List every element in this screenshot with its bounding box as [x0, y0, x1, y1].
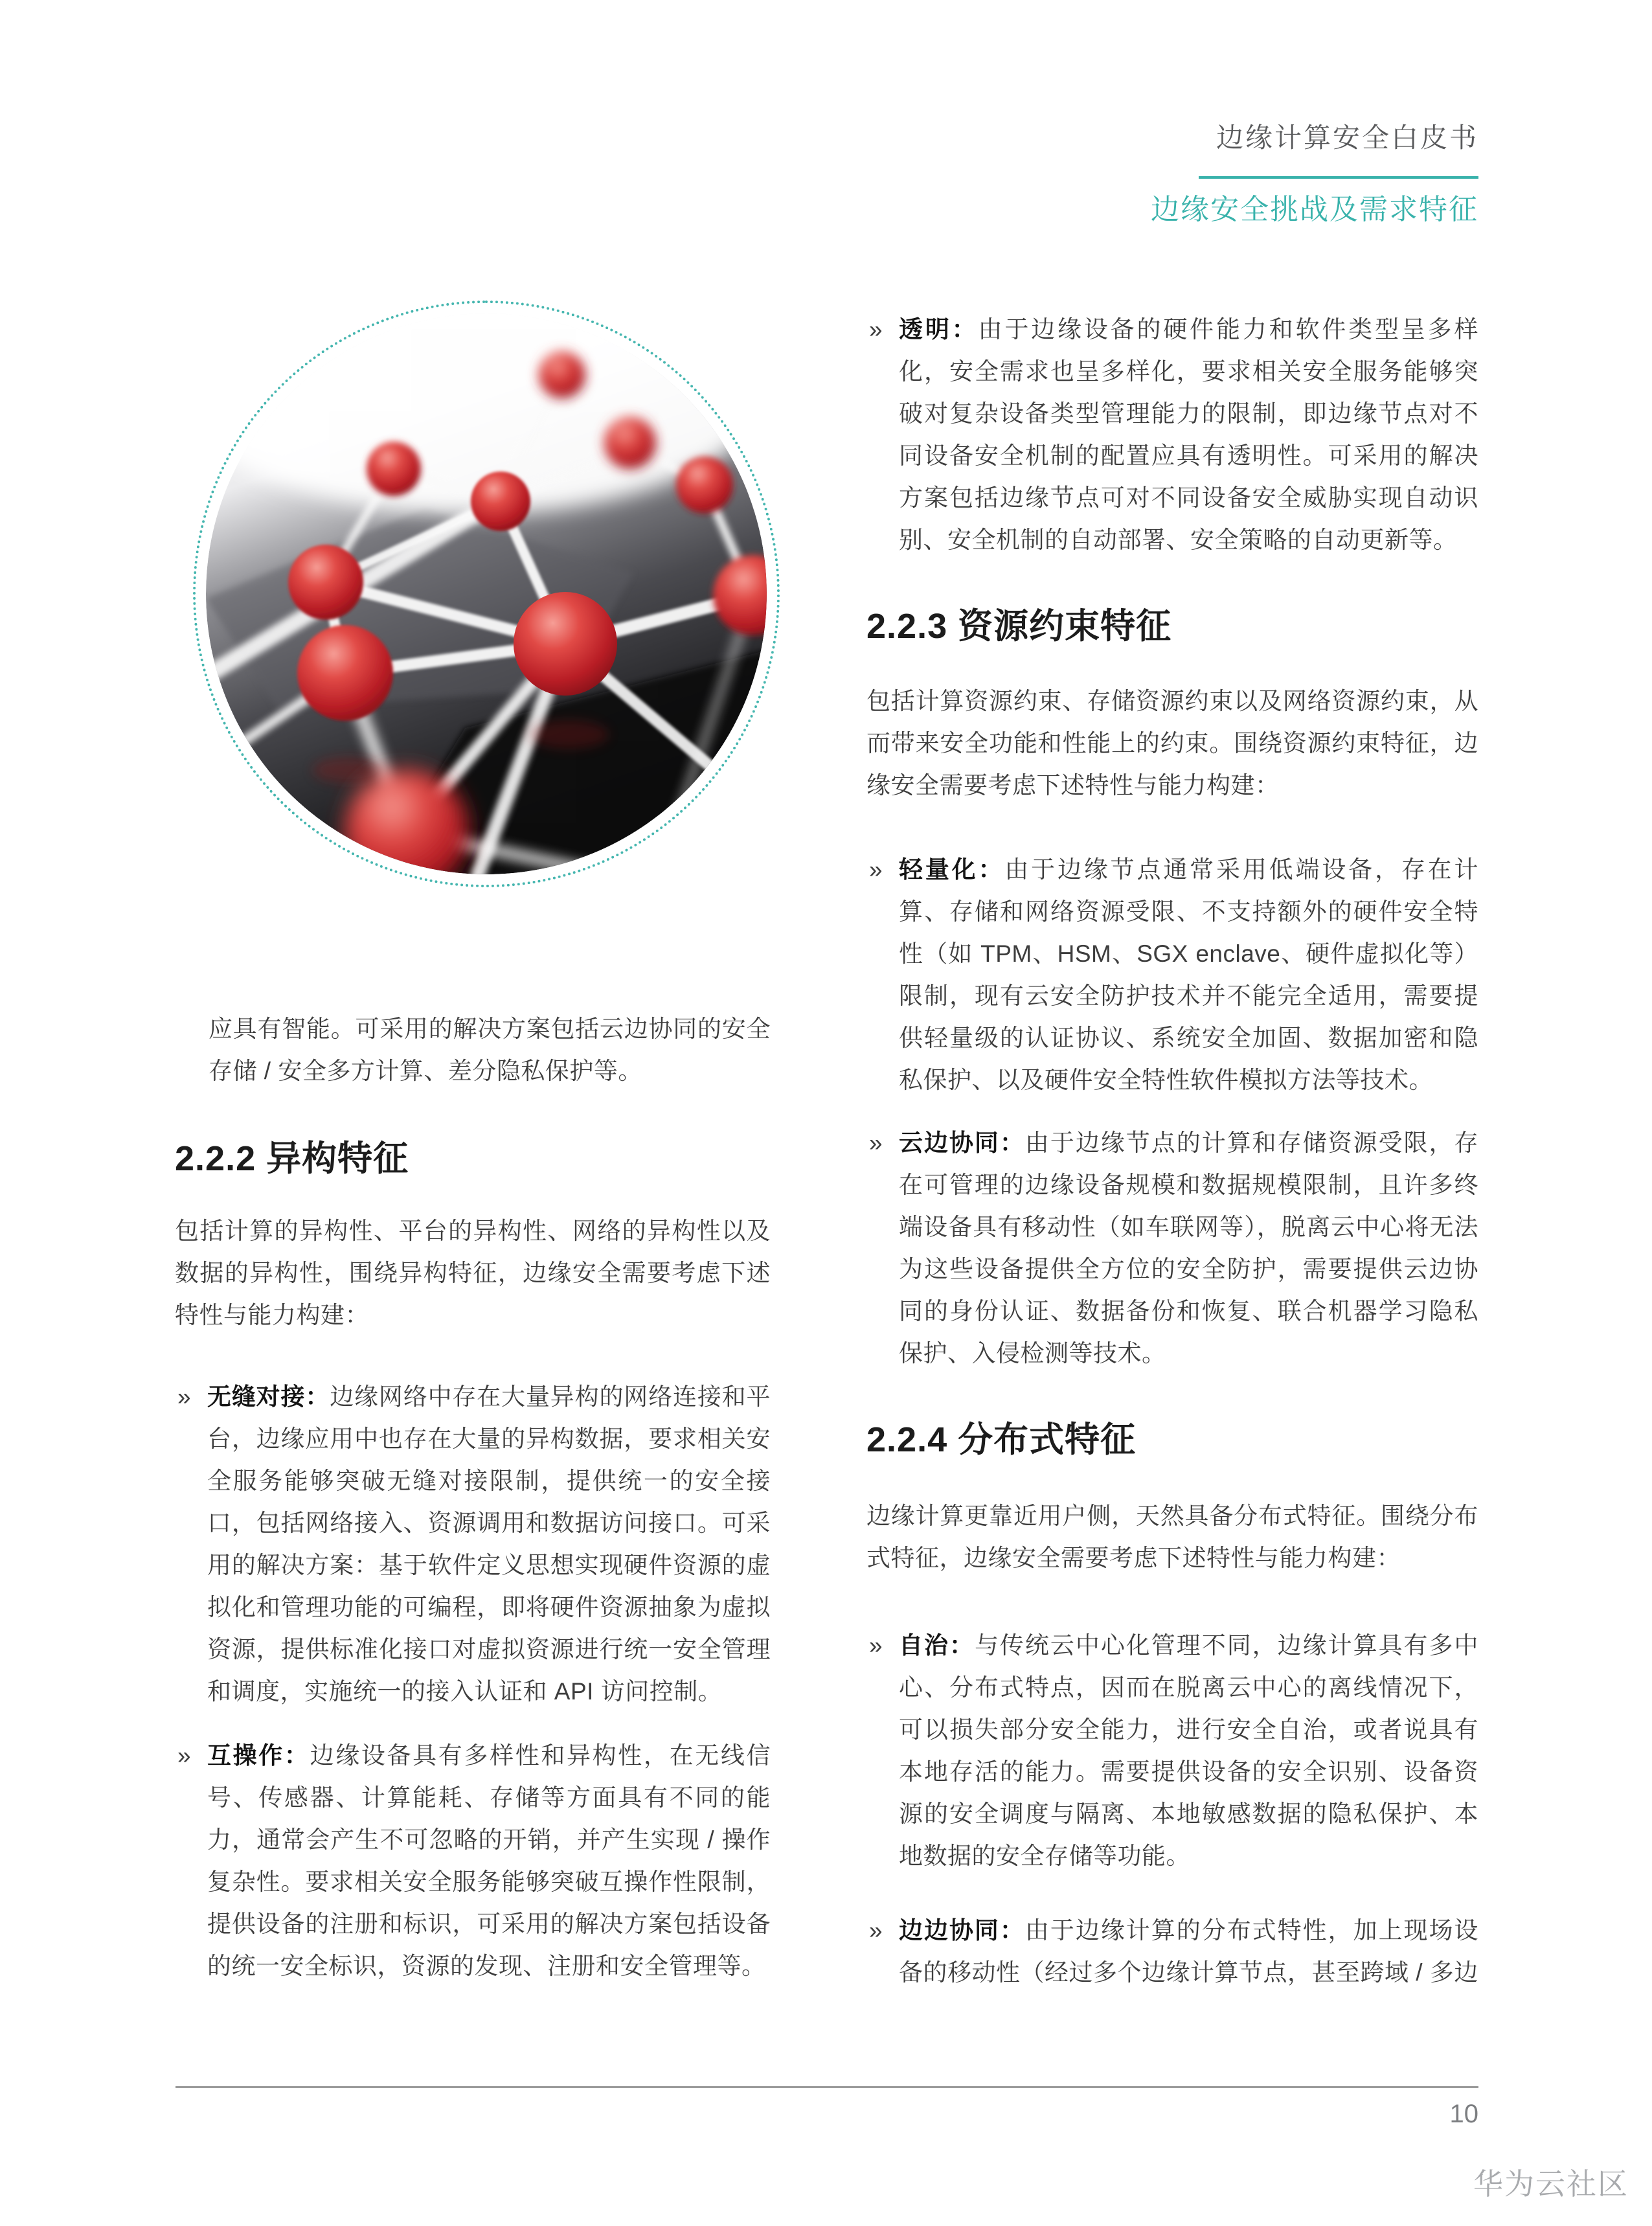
paragraph: 包括计算的异构性、平台的异构性、网络的异构性以及数据的异构性，围绕异构特征，边缘安全需要考虑下述特性与能力构建： [175, 1218, 771, 1328]
page-number: 10 [1449, 2100, 1478, 2128]
header-divider [1199, 176, 1478, 179]
left-continuation-paragraph [175, 1008, 771, 1092]
bullet-marker-icon: » [869, 316, 883, 343]
bullet-text: 边边协同：由于边缘计算的分布式特性，加上现场设备的移动性（经过多个边缘计算节点，甚至跨域 / 多边 [899, 1917, 1479, 1986]
bullet-label: 互操作： [207, 1742, 310, 1769]
section-2-2-2-intro [175, 1210, 771, 1336]
paragraph: 边缘计算更靠近用户侧，天然具备分布式特征。围绕分布式特征，边缘安全需要考虑下述特性与能力构建： [866, 1503, 1478, 1571]
bullet-marker-icon: » [177, 1742, 191, 1769]
section-heading-2-2-4: 2.2.4 分布式特征 [866, 1420, 1137, 1459]
bullet-text: 轻量化：由于边缘节点通常采用低端设备，存在计算、存储和网络资源受限、不支持额外的硬件安全特性（如 TPM、HSM、SGX enclave、硬件虚拟化等）限制，现有云安全防护技术并不能完全适用，需要提供轻量级的认证协议、系统安全加固、数据加密和隐私保护、以及硬件安全特性软件模拟方法等技术。 [899, 856, 1479, 1093]
footer-divider [175, 2086, 1478, 2088]
bullet-marker-icon: » [869, 856, 883, 883]
bullet-interoperability [175, 1734, 771, 1987]
bullet-marker-icon: » [177, 1383, 191, 1410]
bullet-text: 自治：与传统云中心化管理不同，边缘计算具有多中心、分布式特点，因而在脱离云中心的离线情况下，可以损失部分安全能力，进行安全自治，或者说具有本地存活的能力。需要提供设备的安全识别、设备资源的安全调度与隔离、本地敏感数据的隐私保护、本地数据的安全存储等功能。 [899, 1632, 1479, 1869]
bullet-marker-icon: » [869, 1130, 883, 1156]
section-heading-2-2-3: 2.2.3 资源约束特征 [866, 607, 1172, 646]
page-header [1151, 122, 1478, 227]
bullet-seamless-integration [175, 1376, 771, 1712]
section-heading-2-2-2: 2.2.2 异构特征 [175, 1139, 409, 1178]
bullet-label: 云边协同： [899, 1130, 1025, 1156]
bullet-label: 无缝对接： [207, 1383, 330, 1410]
red-network-spheres-photo [206, 313, 767, 874]
bullet-lightweight [866, 848, 1478, 1101]
bullet-marker-icon: » [869, 1632, 883, 1659]
bullet-label: 边边协同： [899, 1917, 1025, 1944]
bullet-autonomy [866, 1624, 1478, 1877]
paragraph: 应具有智能。可采用的解决方案包括云边协同的安全存储 / 安全多方计算、差分隐私保护等。 [209, 1016, 771, 1084]
section-2-2-3-intro [866, 680, 1478, 806]
photo-dotted-ring [193, 301, 780, 887]
bullet-text: 云边协同：由于边缘节点的计算和存储资源受限，存在可管理的边缘设备规模和数据规模限制，且许多终端设备具有移动性（如车联网等），脱离云中心将无法为这些设备提供全方位的安全防护，需要提供云边协同的身份认证、数据备份和恢复、联合机器学习隐私保护、入侵检测等技术。 [899, 1130, 1479, 1367]
bullet-label: 轻量化： [899, 856, 1005, 883]
document-title: 边缘计算安全白皮书 [1216, 122, 1478, 153]
section-2-2-4-intro [866, 1495, 1478, 1579]
bullet-marker-icon: » [869, 1917, 883, 1944]
paragraph: 包括计算资源约束、存储资源约束以及网络资源约束，从而带来安全功能和性能上的约束。围绕资源约束特征，边缘安全需要考虑下述特性与能力构建： [866, 688, 1478, 799]
bullet-text: 无缝对接：边缘网络中存在大量异构的网络连接和平台，边缘应用中也存在大量的异构数据，要求相关安全服务能够突破无缝对接限制，提供统一的安全接口，包括网络接入、资源调用和数据访问接口。可采用的解决方案：基于软件定义思想实现硬件资源的虚拟化和管理功能的可编程，即将硬件资源抽象为虚拟资源，提供标准化接口对虚拟资源进行统一安全管理和调度，实施统一的接入认证和 API 访问控制。 [207, 1383, 771, 1705]
bullet-transparency [866, 308, 1478, 561]
bullet-cloud-edge-collaboration [866, 1122, 1478, 1374]
chapter-subtitle: 边缘安全挑战及需求特征 [1151, 194, 1478, 226]
watermark: 华为云社区 [1473, 2167, 1629, 2201]
bullet-text: 透明：由于边缘设备的硬件能力和软件类型呈多样化，安全需求也呈多样化，要求相关安全服务能够突破对复杂设备类型管理能力的限制，即边缘节点对不同设备安全机制的配置应具有透明性。可采用的解决方案包括边缘节点可对不同设备安全威胁实现自动识别、安全机制的自动部署、安全策略的自动更新等。 [899, 316, 1478, 553]
bullet-edge-edge-collaboration [866, 1909, 1478, 1993]
bullet-label: 自治： [899, 1632, 975, 1659]
bullet-text: 互操作：边缘设备具有多样性和异构性，在无线信号、传感器、计算能耗、存储等方面具有不同的能力，通常会产生不可忽略的开销，并产生实现 / 操作复杂性。要求相关安全服务能够突破互操作性限制，提供设备的注册和标识，可采用的解决方案包括设备的统一安全标识，资源的发现、注册和安全管理等。 [207, 1742, 771, 1979]
bullet-label: 透明： [899, 316, 979, 343]
